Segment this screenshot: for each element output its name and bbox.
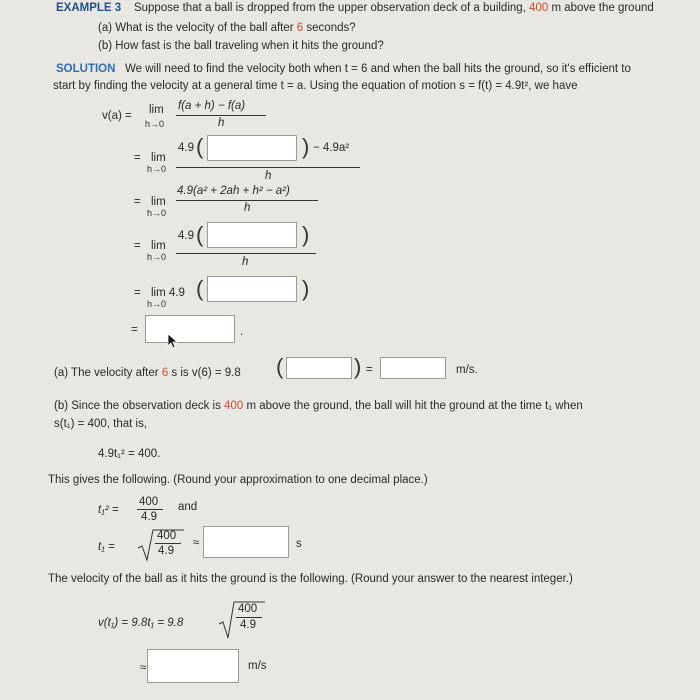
part-b-line-2: s(t₁) = 400, that is, (54, 418, 148, 430)
step2-denominator: h (265, 170, 272, 182)
final-sqrt-den: 4.9 (240, 619, 256, 631)
lim-subscript: h→0 (145, 119, 165, 129)
question-a: (a) What is the velocity of the ball after 6 seconds? (98, 22, 356, 34)
step3-numerator: 4.9(a² + 2ah + h² − a²) (177, 185, 290, 197)
approx-sign: ≈ (140, 662, 147, 674)
step4-denominator: h (242, 256, 249, 268)
frac-den: 4.9 (141, 511, 157, 523)
mouse-cursor-icon (167, 333, 179, 349)
round-note: This gives the following. (Round your approximation to one decimal place.) (48, 474, 428, 486)
solution-label: SOLUTION (56, 63, 116, 75)
statement-suffix: m above the ground (551, 2, 654, 14)
sqrt-num: 400 (157, 530, 177, 542)
part-a-time: 6 (161, 367, 169, 379)
eq-sign: = (134, 196, 141, 208)
solution-line-2: start by finding the velocity at a general time t = a. Using the equation of motion s = f(t) = 4.9t², we have (53, 80, 578, 92)
step2-input[interactable] (207, 135, 297, 161)
lim-label: lim (151, 240, 166, 252)
lim-label: lim (151, 196, 166, 208)
coef: 4.9 (178, 230, 194, 242)
eq-sign: = (134, 287, 141, 299)
height-value: 400 (529, 2, 549, 14)
part-b-equation: 4.9t₁² = 400. (98, 448, 161, 460)
lim-subscript: h→0 (147, 252, 167, 262)
question-b: (b) How fast is the ball traveling when it hits the ground? (98, 40, 384, 52)
final-sqrt-num: 400 (238, 603, 258, 615)
lim-subscript: h→0 (147, 208, 167, 218)
velocity-lhs: v(a) = (102, 110, 132, 122)
part-a-answer-input[interactable] (380, 357, 446, 379)
final-expression: v(t₁) = 9.8t₁ = 9.8 (98, 617, 184, 629)
t1-squared: t₁² = (98, 504, 119, 516)
t1-label: t₁ = (98, 541, 115, 553)
lim-label: lim (149, 104, 164, 116)
final-answer-input[interactable] (147, 649, 239, 683)
t1-answer-input[interactable] (203, 526, 289, 558)
lim-subscript: h→0 (147, 164, 167, 174)
lim-label: lim (151, 152, 166, 164)
part-b-line-1: (b) Since the observation deck is 400 m above the ground, the ball will hit the ground at the time t₁ when (54, 400, 583, 412)
problem-statement (56, 2, 654, 14)
period: . (240, 326, 244, 338)
final-unit: m/s (248, 660, 267, 672)
final-note: The velocity of the ball as it hits the ground is the following. (Round your answer to the nearest integer.) (48, 573, 573, 585)
example-label: EXAMPLE 3 (56, 2, 122, 14)
approx-sign: ≈ (193, 537, 200, 549)
eq-sign: = (134, 240, 141, 252)
part-a-input-1[interactable] (286, 357, 352, 379)
coef: 4.9 (178, 142, 194, 154)
part-a-unit: m/s. (456, 364, 478, 376)
eq-sign: = (134, 152, 141, 164)
step4-input[interactable] (207, 222, 297, 248)
eq-sign: = (131, 324, 138, 336)
sqrt-den: 4.9 (158, 545, 174, 557)
part-a-text: (a) The velocity after 6 s is v(6) = 9.8 (54, 367, 241, 379)
seconds-unit: s (296, 538, 302, 550)
part-a-equals: = (366, 364, 373, 376)
and-word: and (178, 501, 198, 513)
lim-subscript: h→0 (147, 299, 167, 309)
lim-coef: lim 4.9 (151, 287, 185, 299)
step3-denominator: h (244, 202, 251, 214)
minus-term: − 4.9a² (313, 142, 350, 154)
derivative-result-input[interactable] (145, 315, 235, 343)
solution-line-1: SOLUTION We will need to find the velocity both when t = 6 and when the ball hits the ground, so it's efficient to (56, 63, 631, 75)
question-a-time: 6 (296, 22, 304, 34)
step5-input[interactable] (207, 276, 297, 302)
statement-prefix: Suppose that a ball is dropped from the upper observation deck of a building, (133, 2, 526, 14)
step1-numerator: f(a + h) − f(a) (178, 100, 246, 112)
frac-num: 400 (139, 496, 159, 508)
step1-denominator: h (218, 117, 225, 129)
part-b-height: 400 (224, 400, 244, 412)
